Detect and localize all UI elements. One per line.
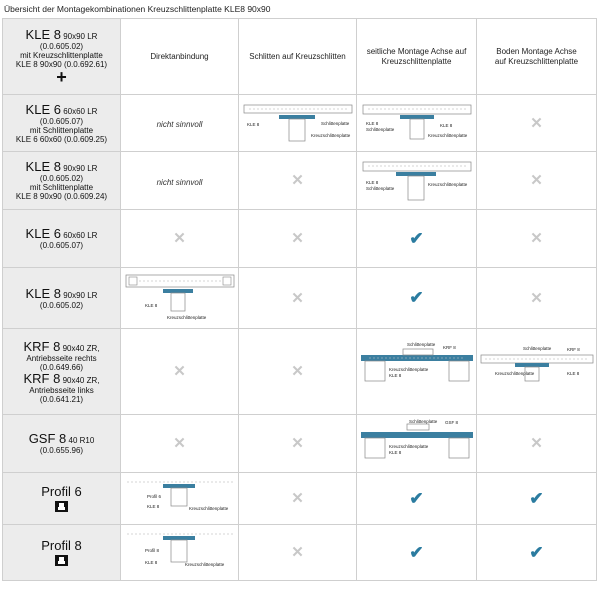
cell-not-possible	[477, 210, 597, 268]
mounting-diagram	[360, 156, 474, 206]
profile-icon	[55, 501, 68, 512]
cell-diagram	[239, 95, 357, 152]
cell-not-possible	[239, 268, 357, 329]
check-icon: ✔	[409, 228, 424, 248]
cross-icon: ✕	[530, 289, 543, 307]
cell-not-possible	[477, 95, 597, 152]
row-label: Profil 6	[3, 473, 121, 525]
cell-not-possible	[477, 268, 597, 329]
label-kle8: KLE 8	[388, 372, 401, 378]
cross-icon: ✕	[530, 172, 543, 189]
label-kle8: KLE 8	[439, 123, 452, 128]
label-profil6: Profil 6	[146, 493, 161, 499]
cell-not-useful: nicht sinnvoll	[121, 152, 239, 210]
row-label: KLE 8 90x90 LR (0.0.605.02) mit Schlittenplatte KLE 8 90x90 (0.0.609.24)	[3, 152, 121, 210]
cross-icon: ✕	[291, 172, 304, 189]
label-kle8: KLE 8	[144, 559, 157, 565]
check-icon: ✔	[529, 488, 544, 508]
cell-not-possible	[121, 415, 239, 473]
row-label: KRF 8 90x40 ZR, Antriebsseite rechts (0.0.649.66) KRF 8 90x40 ZR, Antriebsseite links (0.0.641.21)	[3, 329, 121, 415]
col-header-seitlich: seitliche Montage Achse auf Kreuzschlittenplatte	[357, 19, 477, 95]
check-icon: ✔	[409, 488, 424, 508]
cross-icon: ✕	[291, 289, 304, 307]
row-label: Profil 8	[3, 525, 121, 581]
cell-diagram	[121, 473, 239, 525]
header-first-cell: KLE 8 90x90 LR (0.0.605.02) mit Kreuzschlittenplatte KLE 8 90x90 (0.0.692.61) +	[3, 19, 121, 95]
cell-not-possible	[239, 210, 357, 268]
row-label: GSF 8 40 R10 (0.0.655.96)	[3, 415, 121, 473]
label-schlitten: Schlittenplatte	[365, 127, 394, 132]
mounting-diagram	[359, 341, 475, 403]
cross-icon: ✕	[291, 435, 304, 452]
cell-diagram	[357, 152, 477, 210]
table-row	[3, 268, 597, 329]
cell-not-possible	[477, 415, 597, 473]
cell-diagram	[121, 525, 239, 581]
mounting-diagram	[479, 341, 595, 403]
mounting-diagram	[241, 99, 355, 147]
cell-possible	[357, 268, 477, 329]
label-kreuz: Kreuzschlittenplatte	[388, 366, 428, 372]
cell-not-useful: nicht sinnvoll	[121, 95, 239, 152]
mounting-diagram	[123, 528, 237, 578]
check-icon: ✔	[529, 542, 544, 562]
label-schlitten: Schlittenplatte	[522, 345, 551, 351]
cell-diagram	[357, 329, 477, 415]
cell-not-possible	[239, 152, 357, 210]
label-kreuz: Kreuzschlittenplatte	[188, 505, 228, 511]
cell-possible	[357, 473, 477, 525]
cell-diagram	[477, 329, 597, 415]
cell-not-possible	[121, 329, 239, 415]
cell-diagram	[121, 268, 239, 329]
cell-not-possible	[121, 210, 239, 268]
plus-sign: +	[56, 67, 67, 87]
cross-icon: ✕	[530, 435, 543, 452]
check-icon: ✔	[409, 288, 424, 307]
combination-table	[2, 18, 597, 581]
mounting-diagram	[360, 99, 474, 147]
row-label: KLE 8 90x90 LR (0.0.605.02)	[3, 268, 121, 329]
cross-icon: ✕	[291, 544, 304, 561]
cross-icon: ✕	[173, 230, 186, 247]
table-row	[3, 95, 597, 152]
label-krf8: KRF 8	[566, 346, 580, 352]
label-schlitten: Schlittenplatte	[320, 121, 349, 126]
cross-icon: ✕	[173, 363, 186, 380]
table-row	[3, 473, 597, 525]
label-kreuz: Kreuzschlittenplatte	[427, 133, 467, 138]
mounting-diagram	[123, 271, 237, 325]
cell-not-possible	[239, 329, 357, 415]
label-kreuz: Kreuzschlittenplatte	[166, 315, 206, 320]
label-kreuz: Kreuzschlittenplatte	[388, 443, 428, 449]
row-label: KLE 6 60x60 LR (0.0.605.07)	[3, 210, 121, 268]
label-kle8: KLE 8	[365, 179, 378, 185]
label-kreuz: Kreuzschlittenplatte	[494, 370, 534, 376]
label-kreuz: Kreuzschlittenplatte	[427, 181, 467, 187]
cross-icon: ✕	[291, 230, 304, 247]
cross-icon: ✕	[530, 114, 543, 132]
mounting-diagram	[123, 476, 237, 522]
check-icon: ✔	[409, 542, 424, 562]
label-schlitten: Schlittenplatte	[365, 185, 394, 191]
label-profil8: Profil 8	[144, 547, 159, 553]
cross-icon: ✕	[530, 230, 543, 247]
label-kle8: KLE 8	[365, 121, 378, 126]
table-row	[3, 329, 597, 415]
label-kle8: KLE 8	[388, 449, 401, 455]
cell-possible	[357, 210, 477, 268]
header-row	[3, 19, 597, 95]
cell-not-possible	[239, 473, 357, 525]
label-kle8: KLE 8	[566, 370, 579, 376]
row-label: KLE 6 60x60 LR (0.0.605.07) mit Schlittenplatte KLE 6 60x60 (0.0.609.25)	[3, 95, 121, 152]
label-krf8: KRF 8	[442, 344, 456, 350]
cell-not-possible	[477, 152, 597, 210]
cell-diagram	[357, 95, 477, 152]
table-row	[3, 152, 597, 210]
cross-icon: ✕	[291, 490, 304, 507]
table-row	[3, 415, 597, 473]
label-kle8: KLE 8	[144, 303, 157, 308]
cross-icon: ✕	[173, 435, 186, 452]
label-kreuz: Kreuzschlittenplatte	[310, 133, 350, 138]
cell-not-possible	[239, 525, 357, 581]
label-kle8: KLE 8	[146, 503, 159, 509]
label-schlitten: Schlittenplatte	[406, 341, 435, 347]
page-title: Übersicht der Montagekombinationen Kreuzschlittenplatte KLE8 90x90	[4, 4, 271, 14]
cell-possible	[357, 525, 477, 581]
cell-possible	[477, 473, 597, 525]
table-row	[3, 210, 597, 268]
mounting-diagram	[359, 418, 475, 470]
cross-icon: ✕	[291, 363, 304, 380]
label-gsf8: GSF 8	[444, 419, 458, 425]
cell-not-possible	[239, 415, 357, 473]
table-row	[3, 525, 597, 581]
col-header-boden: Boden Montage Achse auf Kreuzschlittenplatte	[477, 19, 597, 95]
col-header-direktanbindung: Direktanbindung	[121, 19, 239, 95]
cell-diagram	[357, 415, 477, 473]
col-header-schlitten: Schlitten auf Kreuzschlitten	[239, 19, 357, 95]
label-schlitten: Schlittenplatte	[408, 418, 437, 424]
cell-possible	[477, 525, 597, 581]
label-kle8: KLE 8	[246, 122, 259, 127]
label-kreuz: Kreuzschlittenplatte	[184, 561, 224, 567]
profile-icon	[55, 555, 68, 566]
